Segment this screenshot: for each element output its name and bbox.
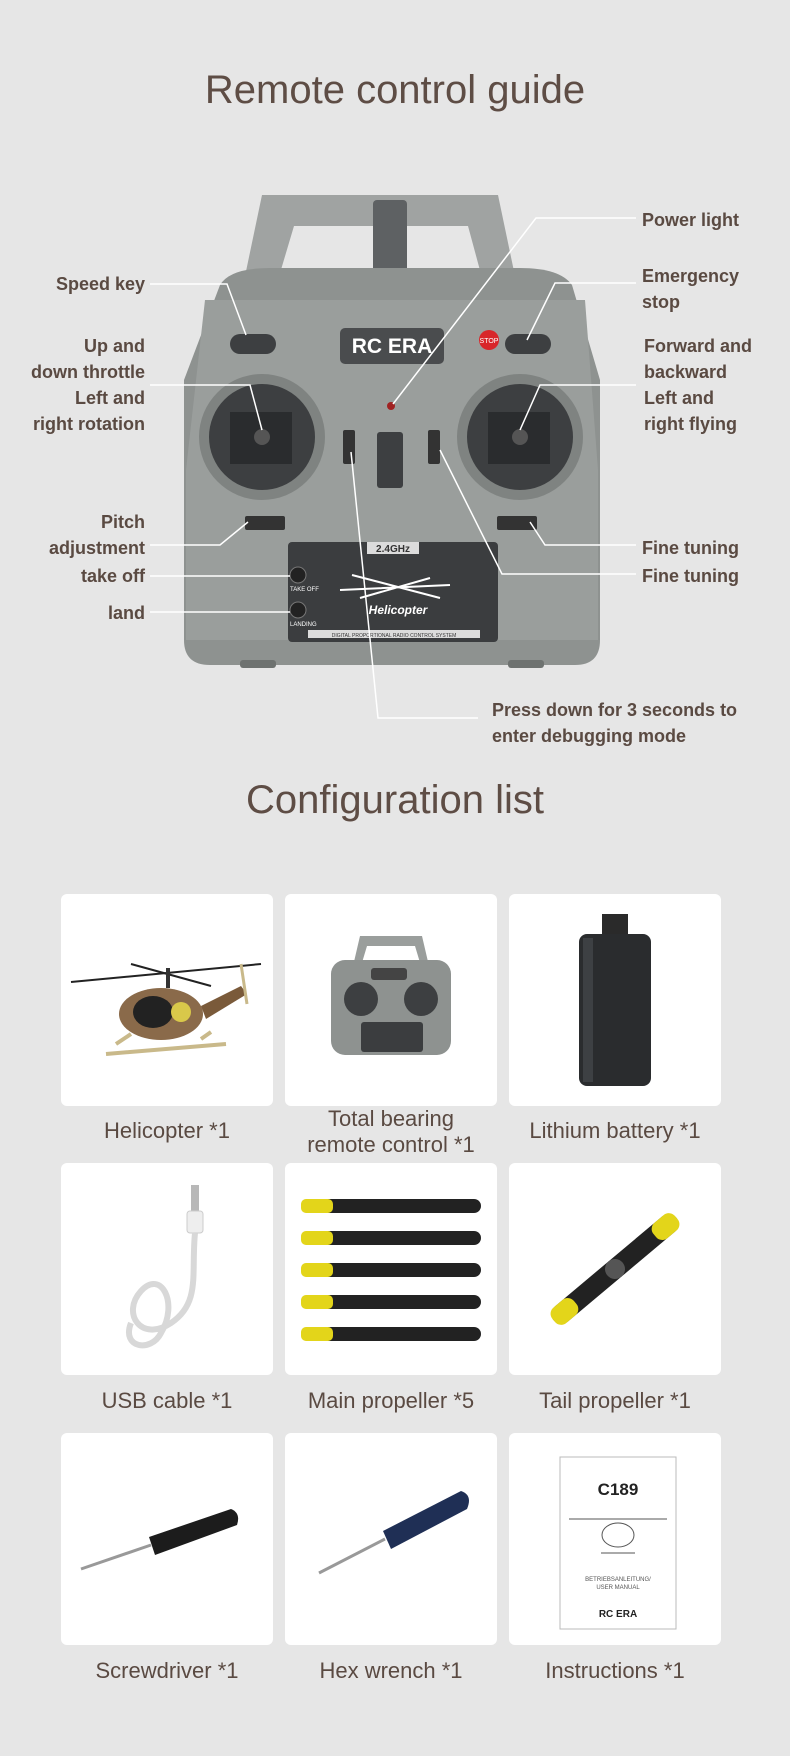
label-pitch-2: adjustment xyxy=(48,538,145,558)
config-title: Configuration list xyxy=(246,778,544,822)
svg-text:LANDING: LANDING xyxy=(290,622,317,628)
label-flying-1: Left and xyxy=(644,388,714,408)
svg-text:C189: C189 xyxy=(597,1480,639,1499)
label-fine-tuning-2: Fine tuning xyxy=(642,566,739,586)
caption-instructions: Instructions *1 xyxy=(545,1658,685,1683)
label-take-off: take off xyxy=(80,566,145,586)
label-forward-2: backward xyxy=(644,362,728,382)
caption-screwdriver: Screwdriver *1 xyxy=(95,1658,239,1683)
card-main-propeller xyxy=(285,1163,497,1375)
remote-icon xyxy=(285,894,497,1106)
label-rotation-2: right rotation xyxy=(33,414,145,434)
screwdriver-icon xyxy=(61,1433,273,1645)
card-screwdriver xyxy=(61,1433,273,1645)
usb-cable-icon xyxy=(61,1163,273,1375)
card-instructions xyxy=(509,1433,721,1645)
svg-text:BETRIEBSANLEITUNG/: BETRIEBSANLEITUNG/ xyxy=(585,1577,651,1583)
label-throttle-2: down throttle xyxy=(31,362,145,382)
svg-text:DIGITAL PROPORTIONAL RADIO CON: DIGITAL PROPORTIONAL RADIO CONTROL SYSTEM xyxy=(331,633,457,639)
label-rotation-1: Left and xyxy=(75,388,145,408)
card-usb xyxy=(61,1163,273,1375)
caption-helicopter: Helicopter *1 xyxy=(104,1118,230,1143)
caption-main-propeller: Main propeller *5 xyxy=(307,1388,475,1413)
card-battery xyxy=(509,894,721,1106)
svg-text:STOP: STOP xyxy=(479,338,499,345)
label-power-light: Power light xyxy=(642,210,740,230)
label-speed-key: Speed key xyxy=(55,274,145,294)
remote-brand: RC ERA xyxy=(351,335,433,358)
caption-tail-propeller: Tail propeller *1 xyxy=(539,1388,691,1413)
battery-icon xyxy=(509,894,721,1106)
hex-wrench-icon xyxy=(285,1433,497,1645)
guide-title: Remote control guide xyxy=(204,68,586,112)
label-emergency-1: Emergency xyxy=(642,266,740,286)
card-remote xyxy=(285,894,497,1106)
manual-icon xyxy=(509,1433,721,1645)
svg-text:USER MANUAL: USER MANUAL xyxy=(596,1585,640,1591)
caption-remote-1: Total bearing xyxy=(328,1106,454,1131)
label-throttle-1: Up and xyxy=(84,336,145,356)
caption-usb: USB cable *1 xyxy=(101,1388,233,1413)
svg-text:2.4GHz: 2.4GHz xyxy=(376,544,410,555)
speed-key xyxy=(230,334,276,354)
svg-text:TAKE OFF: TAKE OFF xyxy=(290,587,319,593)
card-hex-wrench xyxy=(285,1433,497,1645)
caption-battery: Lithium battery *1 xyxy=(529,1118,701,1143)
caption-hex-wrench: Hex wrench *1 xyxy=(319,1658,463,1683)
svg-text:Helicopter: Helicopter xyxy=(368,603,428,617)
label-emergency-2: stop xyxy=(642,292,680,312)
label-land: land xyxy=(107,603,145,623)
label-flying-2: right flying xyxy=(644,414,737,434)
card-tail-propeller xyxy=(509,1163,721,1375)
label-forward-1: Forward and xyxy=(644,336,753,356)
propeller-icon xyxy=(285,1163,497,1375)
label-fine-tuning-1: Fine tuning xyxy=(642,538,739,558)
tail-propeller-icon xyxy=(509,1163,721,1375)
svg-text:RC ERA: RC ERA xyxy=(598,1609,638,1620)
helicopter-icon xyxy=(61,894,273,1106)
label-debug-2: enter debugging mode xyxy=(492,726,687,746)
label-debug-1: Press down for 3 seconds to xyxy=(492,700,738,720)
caption-remote-2: remote control *1 xyxy=(307,1132,475,1157)
label-pitch-1: Pitch xyxy=(100,512,145,532)
card-helicopter xyxy=(61,894,273,1106)
